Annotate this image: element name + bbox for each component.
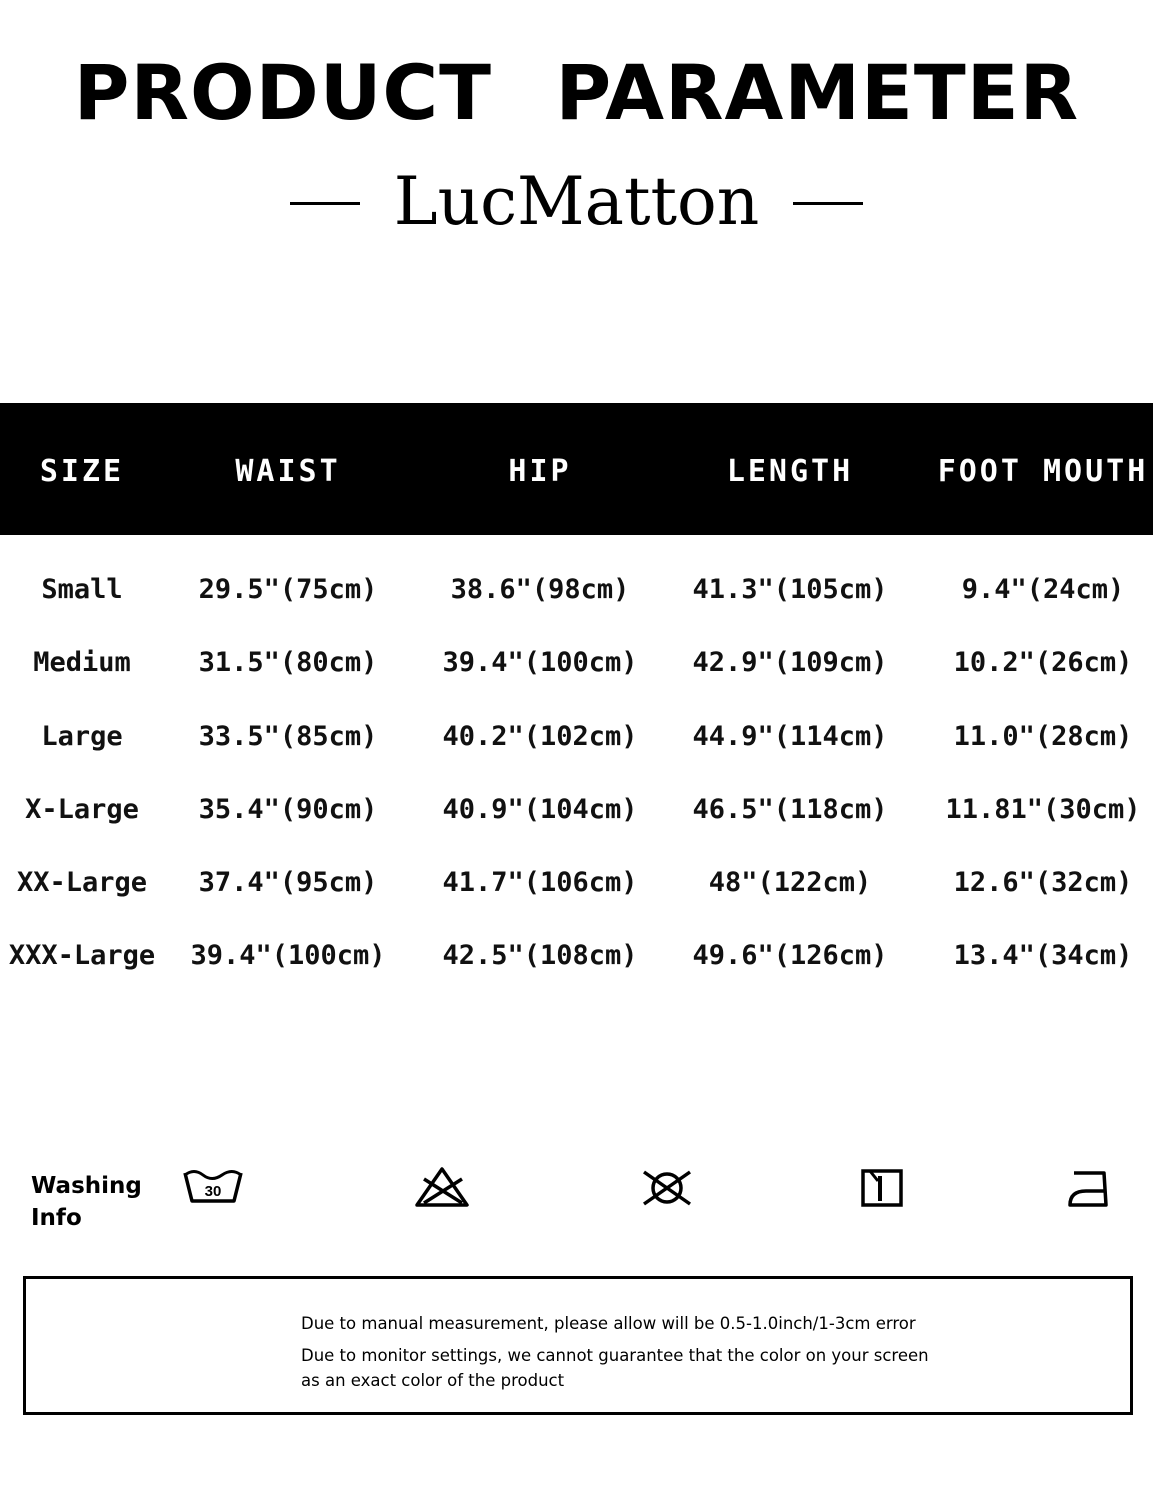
measurement-cell-hip: 41.7"(106cm) [442, 867, 638, 898]
measurement-cell-foot-mouth: 11.81"(30cm) [945, 794, 1141, 825]
measurement-cell-waist: 37.4"(95cm) [198, 867, 378, 898]
measurement-cell-hip: 38.6"(98cm) [450, 574, 630, 605]
measurement-cell-length: 41.3"(105cm) [692, 574, 888, 605]
size-label-cell: Medium [33, 647, 131, 678]
do-not-bleach-icon [410, 1163, 474, 1213]
measurement-cell-length: 44.9"(114cm) [692, 721, 888, 752]
size-label-cell: Small [41, 574, 123, 605]
column-header-hip: HIP [508, 454, 572, 489]
measurement-cell-waist: 35.4"(90cm) [198, 794, 378, 825]
washing-info-label [31, 1170, 141, 1234]
measurement-cell-hip: 40.2"(102cm) [442, 721, 638, 752]
measurement-cell-waist: 31.5"(80cm) [198, 647, 378, 678]
right-dash [793, 202, 863, 205]
iron-icon [1066, 1163, 1114, 1213]
line-dry-icon [860, 1163, 904, 1213]
column-header-size: SIZE [39, 454, 125, 489]
measurement-cell-foot-mouth: 12.6"(32cm) [953, 867, 1133, 898]
measurement-cell-waist: 39.4"(100cm) [190, 940, 386, 971]
measurement-cell-length: 48"(122cm) [708, 867, 872, 898]
measurement-cell-hip: 39.4"(100cm) [442, 647, 638, 678]
measurement-cell-foot-mouth: 11.0"(28cm) [953, 721, 1133, 752]
notice-box [23, 1276, 1133, 1415]
measurement-cell-foot-mouth: 10.2"(26cm) [953, 647, 1133, 678]
wash-30-icon [182, 1163, 244, 1213]
measurement-cell-foot-mouth: 13.4"(34cm) [953, 940, 1133, 971]
measurement-cell-hip: 40.9"(104cm) [442, 794, 638, 825]
measurement-cell-waist: 29.5"(75cm) [198, 574, 378, 605]
measurement-cell-length: 49.6"(126cm) [692, 940, 888, 971]
left-dash [290, 202, 360, 205]
column-header-length: LENGTH [726, 454, 854, 489]
wash-temp-text: 30 [204, 1183, 222, 1200]
do-not-tumble-dry-icon [638, 1163, 696, 1213]
notice-line-1: Due to manual measurement, please allow will be 0.5-1.0inch/1-3cm error [301, 1314, 916, 1333]
notice-line-2: Due to monitor settings, we cannot guarantee that the color on your screen [301, 1346, 929, 1365]
measurement-cell-length: 46.5"(118cm) [692, 794, 888, 825]
page-title: PRODUCT PARAMETER [73, 48, 1080, 137]
size-label-cell: XX-Large [16, 867, 148, 898]
size-label-cell: X-Large [25, 794, 139, 825]
measurement-cell-foot-mouth: 9.4"(24cm) [961, 574, 1125, 605]
column-header-foot-mouth: FOOT MOUTH [937, 454, 1149, 489]
size-label-cell: Large [41, 721, 123, 752]
washing-label-line1: Washing [31, 1173, 142, 1199]
measurement-cell-waist: 33.5"(85cm) [198, 721, 378, 752]
brand-subtitle [0, 162, 1153, 242]
measurement-cell-length: 42.9"(109cm) [692, 647, 888, 678]
washing-label-line2: Info [31, 1205, 82, 1231]
brand-name: LucMatton [393, 163, 760, 240]
size-label-cell: XXX-Large [8, 940, 156, 971]
measurement-cell-hip: 42.5"(108cm) [442, 940, 638, 971]
column-header-waist: WAIST [235, 454, 341, 489]
notice-line-3: as an exact color of the product [301, 1371, 565, 1390]
